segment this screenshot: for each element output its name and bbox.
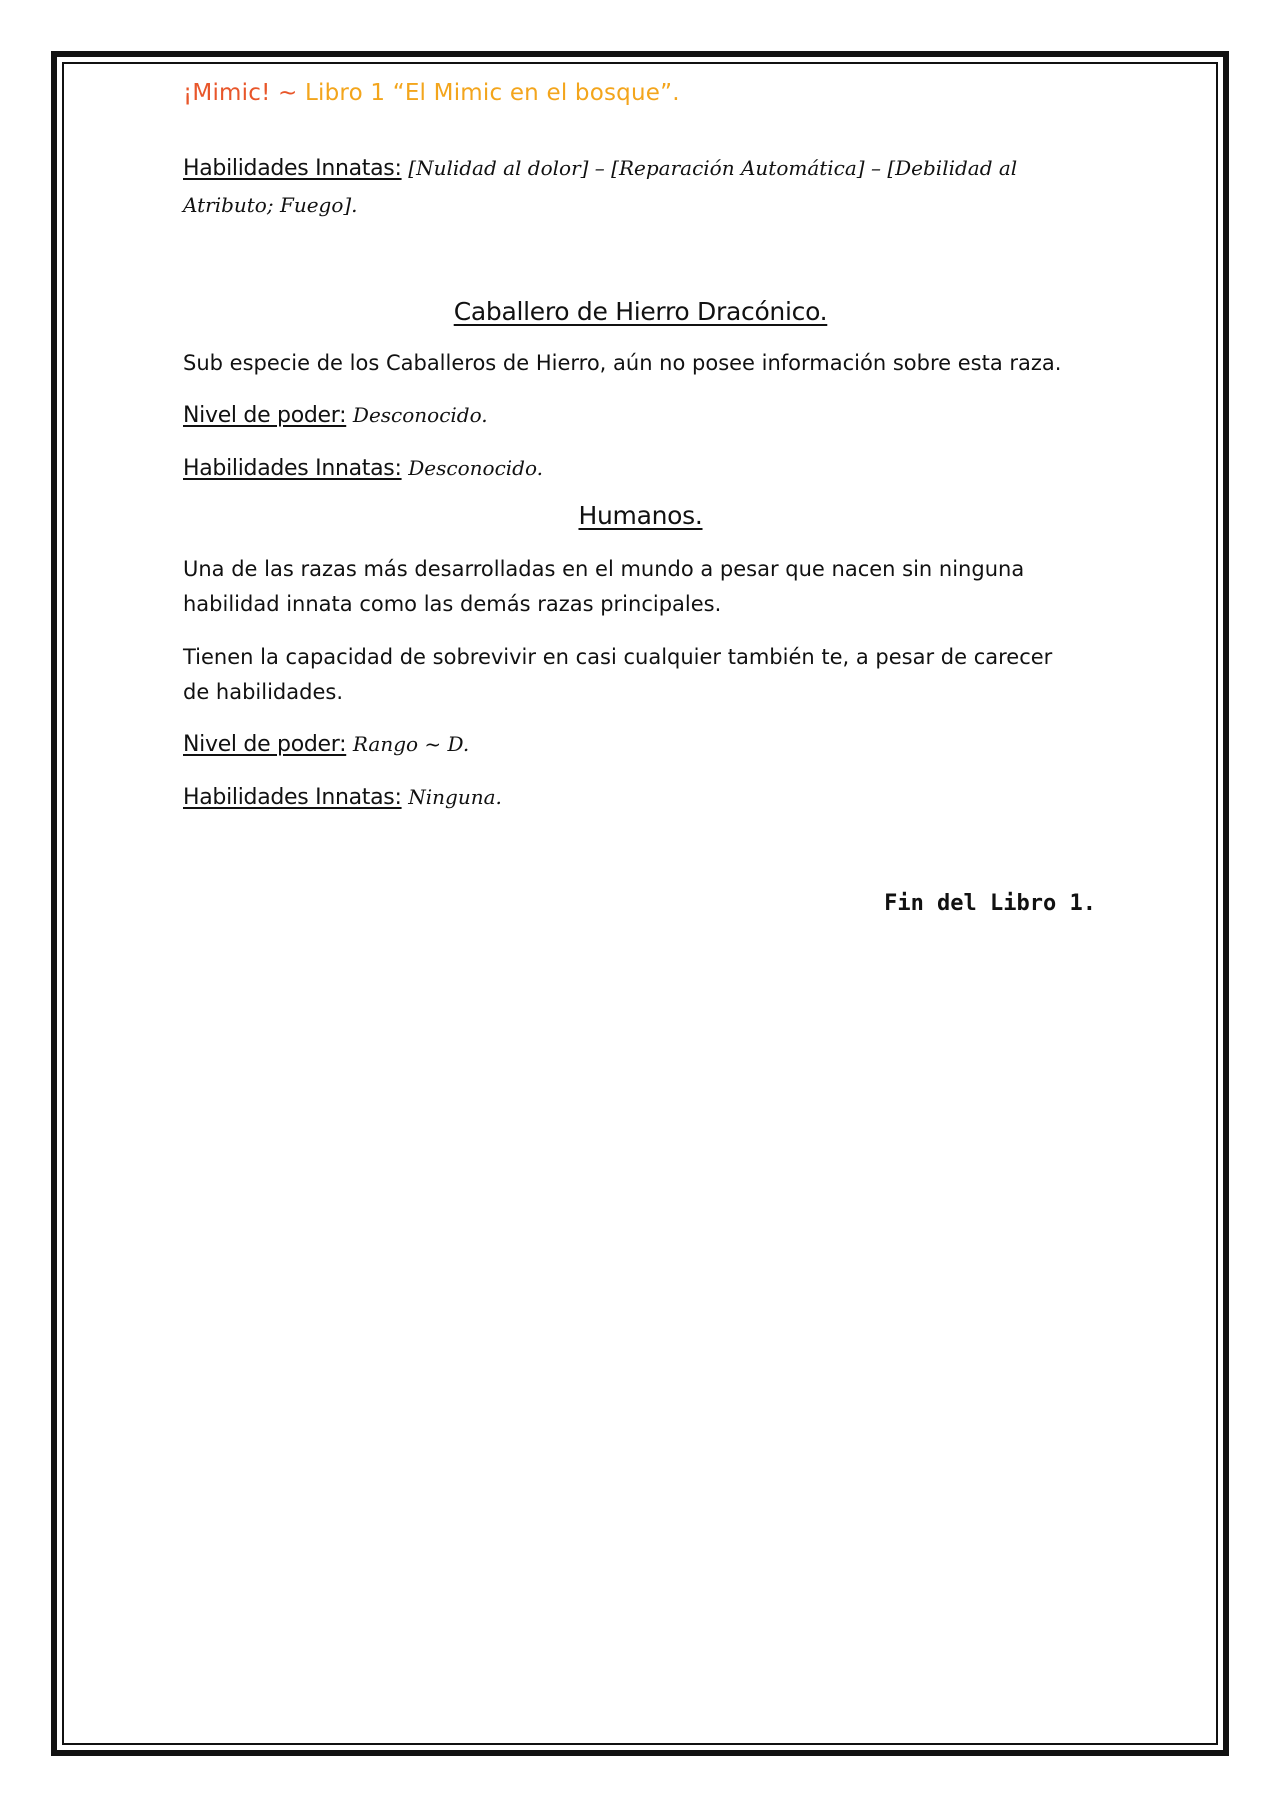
running-header-series: ¡Mimic! ~ [183, 80, 306, 106]
abilities-value: Ninguna. [408, 785, 502, 809]
humanos-abilities-line [183, 779, 1098, 816]
running-header [183, 80, 1098, 106]
running-header-book: Libro 1 “El Mimic en el bosque”. [305, 80, 680, 106]
humanos-power-line [183, 726, 1098, 763]
humanos-paragraph-1: Una de las razas más desarrolladas en el mundo a pesar que nacen sin ninguna habilidad innata como las demás razas principales. [183, 557, 1025, 616]
abilities-label: Habilidades Innatas: [183, 156, 402, 181]
power-label: Nivel de poder: [183, 732, 347, 757]
abilities-label: Habilidades Innatas: [183, 785, 402, 810]
humanos-paragraph-2: Tienen la capacidad de sobrevivir en casi cualquier también te, a pesar de carecer de habilidades. [183, 645, 1053, 704]
abilities-value: [Nulidad al dolor] – [Reparación Automática] – [Debilidad al Atributo; Fuego]. [183, 156, 1018, 217]
power-value: Desconocido. [352, 403, 488, 427]
abilities-label: Habilidades Innatas: [183, 456, 402, 481]
caballero-description: Sub especie de los Caballeros de Hierro, aún no posee información sobre esta raza. [183, 351, 1062, 375]
power-value: Rango ~ D. [352, 732, 470, 756]
section-title-caballero: Caballero de Hierro Dracónico. [453, 297, 828, 326]
mimic-abilities-line [183, 150, 1083, 223]
caballero-abilities-line [183, 450, 1098, 487]
section-title-humanos: Humanos. [578, 501, 703, 530]
page-content [183, 70, 1098, 922]
abilities-value: Desconocido. [408, 456, 544, 480]
power-label: Nivel de poder: [183, 403, 347, 428]
end-of-book-note: Fin del Libro 1. [884, 891, 1096, 916]
caballero-power-line [183, 397, 1098, 434]
